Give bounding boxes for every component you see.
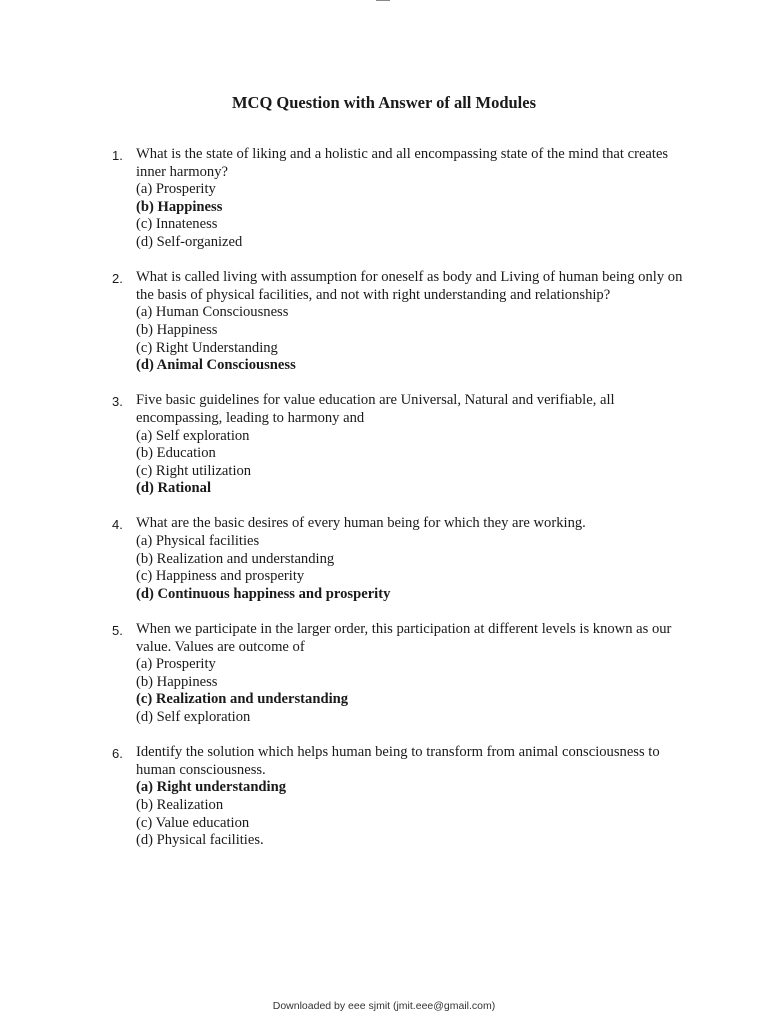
option-b-correct-answer: (b) Happiness	[136, 198, 223, 215]
page-top-mark	[376, 0, 390, 1]
option-a: (a) Prosperity	[136, 181, 216, 198]
question-3	[112, 392, 692, 498]
question-text: Identify the solution which helps human being to transform from animal consciousness to human consciousness.	[136, 744, 660, 778]
question-6	[112, 744, 692, 850]
option-d: (d) Physical facilities.	[136, 832, 264, 849]
download-footer: Downloaded by eee sjmit (jmit.eee@gmail.com)	[272, 1000, 496, 1012]
option-c: (c) Innateness	[136, 216, 218, 233]
document-title: MCQ Question with Answer of all Modules	[231, 93, 537, 112]
option-c: (c) Right Understanding	[136, 339, 278, 356]
option-d-correct-answer: (d) Rational	[136, 480, 211, 497]
question-number: 5.	[112, 623, 123, 639]
option-b: (b) Happiness	[136, 321, 218, 338]
question-number: 1.	[112, 148, 123, 163]
option-d-correct-answer: (d) Continuous happiness and prosperity	[136, 585, 391, 602]
option-b: (b) Happiness	[136, 673, 218, 690]
question-1	[112, 146, 692, 252]
option-a: (a) Human Consciousness	[136, 304, 289, 321]
option-b: (b) Realization	[136, 796, 224, 813]
option-a: (a) Prosperity	[136, 656, 216, 673]
question-text: What is called living with assumption for oneself as body and Living of human being only on the basis of physical facilities, and not with right understanding and relationship?	[136, 269, 683, 303]
option-d-correct-answer: (d) Animal Consciousness	[136, 357, 296, 374]
option-c-correct-answer: (c) Realization and understanding	[136, 691, 349, 708]
question-text: What are the basic desires of every human being for which they are working.	[136, 515, 586, 532]
question-5	[112, 621, 692, 727]
option-d: (d) Self exploration	[136, 709, 251, 725]
option-a: (a) Physical facilities	[136, 533, 260, 550]
option-c: (c) Value education	[136, 814, 250, 831]
option-d: (d) Self-organized	[136, 233, 243, 250]
question-number: 3.	[112, 394, 123, 410]
question-4	[112, 515, 692, 603]
question-number: 4.	[112, 517, 123, 533]
option-c: (c) Happiness and prosperity	[136, 568, 305, 585]
option-b: (b) Education	[136, 445, 216, 462]
question-text: Five basic guidelines for value education are Universal, Natural and verifiable, all encompassing, leading to harmony and	[136, 392, 615, 426]
question-list	[112, 146, 692, 867]
question-text: When we participate in the larger order, this participation at different levels is known as our value. Values are outcome of	[136, 621, 672, 655]
question-number: 6.	[112, 746, 123, 762]
option-c: (c) Right utilization	[136, 462, 252, 479]
question-2	[112, 269, 692, 375]
question-number: 2.	[112, 271, 123, 287]
option-a: (a) Self exploration	[136, 427, 250, 444]
question-text: What is the state of liking and a holistic and all encompassing state of the mind that creates inner harmony?	[136, 146, 669, 180]
option-b: (b) Realization and understanding	[136, 550, 335, 567]
option-a-correct-answer: (a) Right understanding	[136, 779, 287, 796]
